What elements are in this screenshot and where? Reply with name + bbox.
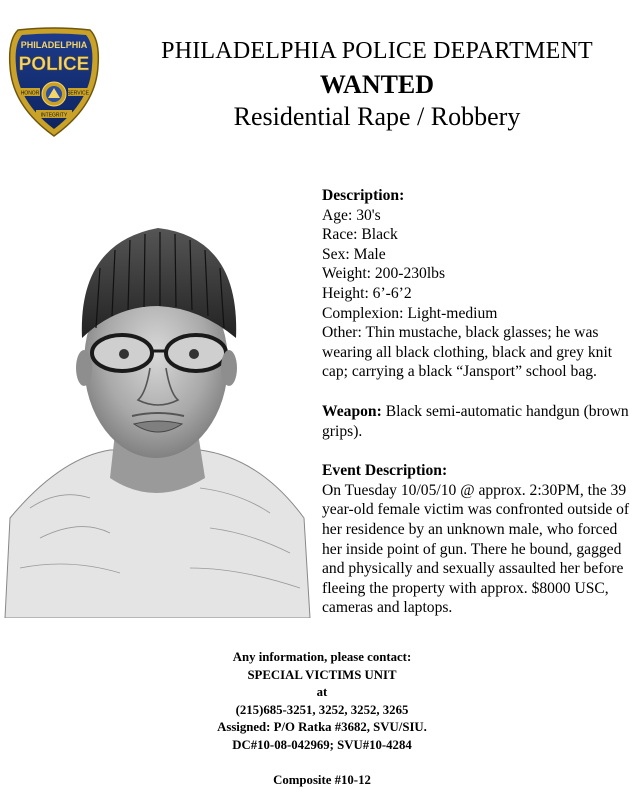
event-text: On Tuesday 10/05/10 @ approx. 2:30PM, the 39 year-old female victim was confronted outside of her residence by an unknown male, who forced her inside point of gun. There he bound, gagged and physically and sexually assaulted her before fleeing the property with approx. $8000 USC, cameras and laptops. [322, 481, 630, 617]
composite-sketch-image [0, 188, 318, 618]
badge-bottom-ribbon: INTEGRITY [40, 112, 68, 119]
department-title: PHILADELPHIA POLICE DEPARTMENT [161, 38, 593, 64]
weight-line: Weight: 200-230lbs [322, 265, 446, 283]
other-line: Other: Thin mustache, black glasses; he was wearing all black clothing, black and grey knit cap; carrying a black “Jansport” school bag. [322, 324, 613, 381]
race-line: Race: Black [322, 226, 398, 244]
contact-block [130, 649, 514, 789]
contact-line: Any information, please contact: [232, 650, 412, 664]
case-numbers: DC#10-08-042969; SVU#10-4284 [232, 737, 412, 752]
wanted-heading: WANTED [319, 70, 435, 99]
composite-number: Composite #10-12 [273, 772, 371, 787]
height-line: Height: 6’-6’2 [322, 284, 412, 302]
contact-at: at [316, 685, 328, 700]
suspect-description [322, 186, 634, 618]
weapon-line [322, 402, 634, 441]
phone-numbers: (215)685-3251, 3252, 3252, 3265 [235, 702, 409, 717]
badge-right-ribbon: SERVICE [67, 90, 89, 97]
weapon-text: Black semi-automatic handgun (brown grips). [322, 402, 629, 440]
police-badge-logo [6, 26, 102, 138]
description-heading: Description: [322, 187, 405, 204]
assigned-officer: Assigned: P/O Ratka #3682, SVU/SIU. [217, 720, 427, 735]
unit-name: SPECIAL VICTIMS UNIT [247, 667, 397, 682]
age-line: Age: 30's [322, 206, 381, 224]
badge-top-text: PHILADELPHIA [20, 40, 88, 50]
weapon-label: Weapon: [322, 402, 382, 420]
badge-left-ribbon: HONOR [20, 90, 40, 97]
event-heading: Event Description: [322, 462, 448, 480]
complexion-line: Complexion: Light-medium [322, 304, 498, 322]
crime-heading: Residential Rape / Robbery [233, 102, 521, 131]
badge-main-text: POLICE [18, 54, 90, 75]
sex-line: Sex: Male [322, 245, 386, 263]
